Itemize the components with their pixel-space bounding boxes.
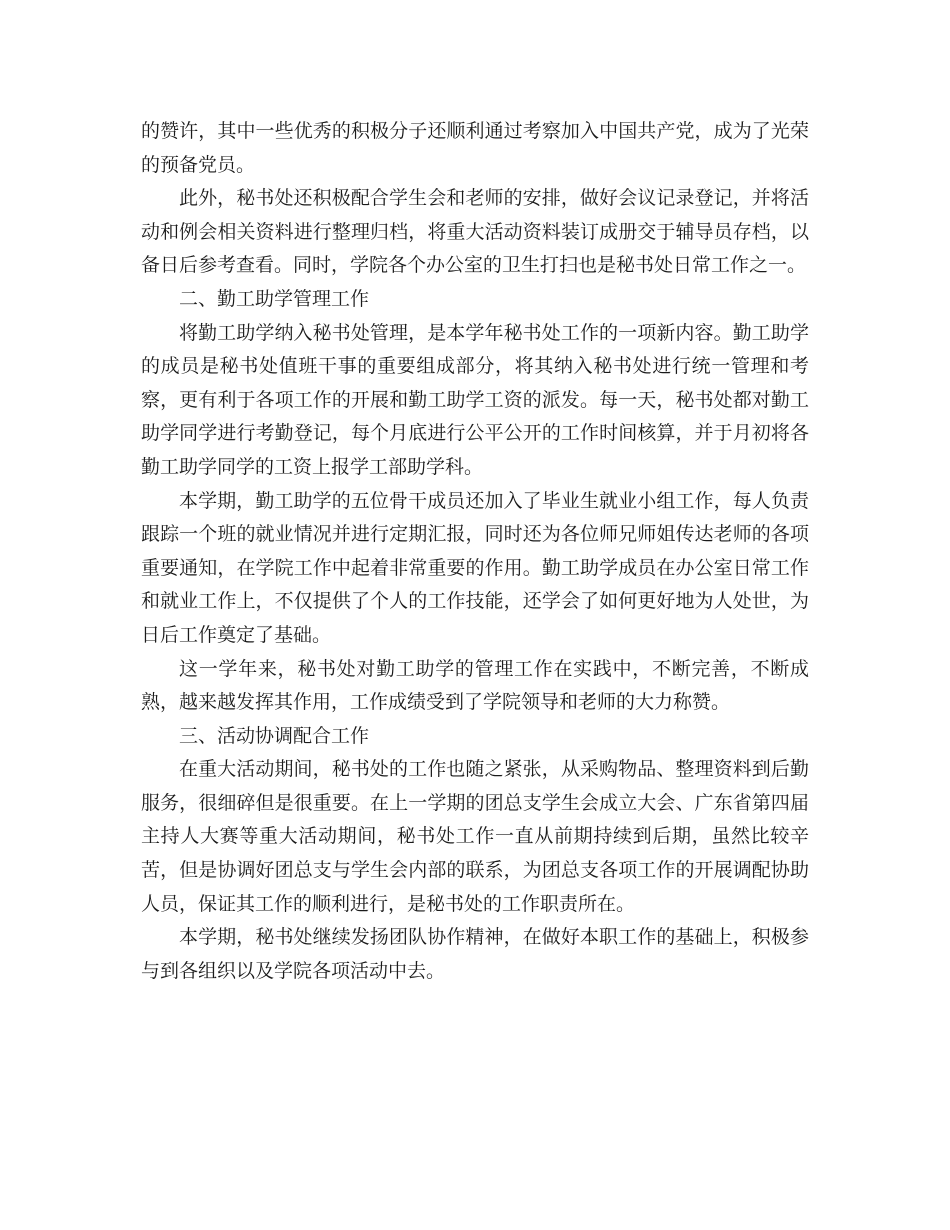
paragraph-major-events: 在重大活动期间，秘书处的工作也随之紧张，从采购物品、整理资料到后勤服务，很细碎但是很重要。在上一学期的团总支学生会成立大会、广东省第四届主持人大赛等重大活动期间，秘书处工作一直从前期持续到后期，虽然比较辛苦，但是协调好团总支与学生会内部的联系，为团总支各项工作的开展调配协助人员，保证其工作的顺利进行，是秘书处的工作职责所在。 [141, 758, 809, 915]
paragraph-team-spirit: 本学期，秘书处继续发扬团队协作精神，在做好本职工作的基础上，积极参与到各组织以及学院各项活动中去。 [141, 926, 809, 982]
paragraph-work-study-management: 将勤工助学纳入秘书处管理，是本学年秘书处工作的一项新内容。勤工助学的成员是秘书处值班干事的重要组成部分，将其纳入秘书处进行统一管理和考察，更有利于各项工作的开展和勤工助学工资的派发。每一天，秘书处都对勤工助学同学进行考勤登记，每个月底进行公平公开的工作时间核算，并于月初将各勤工助学同学的工资上报学工部助学科。 [141, 321, 809, 478]
section-heading-activity-coordination: 三、活动协调配合工作 [179, 724, 370, 747]
document-body [141, 115, 809, 988]
section-heading-work-study: 二、勤工助学管理工作 [179, 287, 370, 310]
paragraph-work-study-members: 本学期，勤工助学的五位骨干成员还加入了毕业生就业小组工作，每人负责跟踪一个班的就业情况并进行定期汇报，同时还为各位师兄师姐传达老师的各项重要通知，在学院工作中起着非常重要的作用。勤工助学成员在办公室日常工作和就业工作上，不仅提供了个人的工作技能，还学会了如何更好地为人处世，为日后工作奠定了基础。 [141, 489, 809, 646]
paragraph-secretariat-archiving: 此外，秘书处还积极配合学生会和老师的安排，做好会议记录登记，并将活动和例会相关资料进行整理归档，将重大活动资料装订成册交于辅导员存档，以备日后参考查看。同时，学院各个办公室的卫生打扫也是秘书处日常工作之一。 [141, 187, 809, 277]
paragraph-continuation: 的赞许，其中一些优秀的积极分子还顺利通过考察加入中国共产党，成为了光荣的预备党员。 [141, 120, 809, 176]
paragraph-work-study-summary: 这一学年来，秘书处对勤工助学的管理工作在实践中，不断完善，不断成熟，越来越发挥其作用，工作成绩受到了学院领导和老师的大力称赞。 [141, 657, 809, 714]
